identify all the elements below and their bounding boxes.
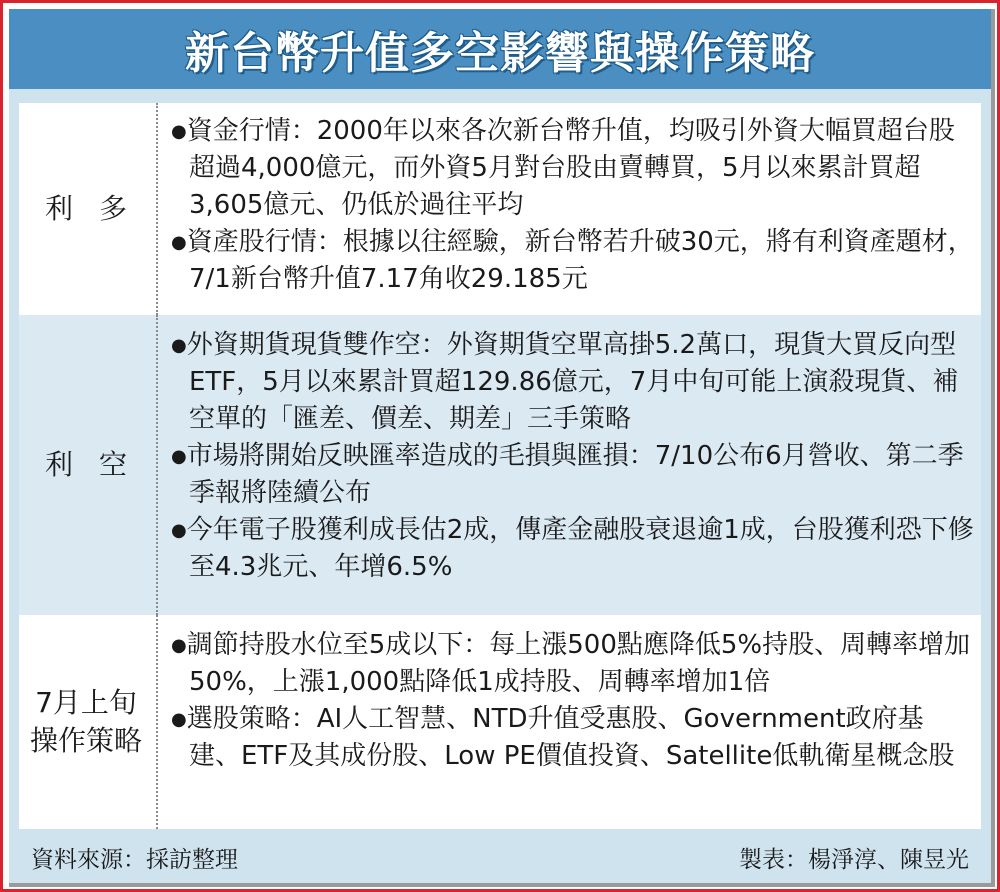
bullet-icon: ● bbox=[171, 232, 187, 253]
list-item bbox=[171, 327, 975, 438]
row-label-strategy bbox=[19, 615, 153, 829]
label-text: 利多 bbox=[44, 192, 153, 225]
page-title: 新台幣升值多空影響與操作策略 bbox=[185, 28, 815, 79]
bullet-text: 今年電子股獲利成長估2成，傳產金融股衰退逾1成，台股獲利恐下修至4.3兆元、年增6.5% bbox=[186, 515, 974, 582]
bullet-text: 外資期貨現貨雙作空：外資期貨空單高掛5.2萬口，現貨大買反向型ETF，5月以來累計買超129.86億元，7月中旬可能上演殺現貨、補空單的「匯差、價差、期差」三手策略 bbox=[186, 330, 959, 434]
list-item bbox=[171, 512, 975, 586]
bullet-icon: ● bbox=[171, 520, 187, 541]
bullet-icon: ● bbox=[171, 121, 187, 142]
infographic-panel bbox=[9, 9, 995, 887]
label-line: 操作策略 bbox=[29, 724, 142, 757]
row-strategy bbox=[19, 615, 981, 829]
label-text: 利空 bbox=[44, 448, 153, 481]
bullet-icon: ● bbox=[171, 635, 187, 656]
row-content-bearish bbox=[171, 327, 975, 586]
row-bullish bbox=[19, 103, 981, 315]
footer bbox=[31, 837, 969, 877]
bullet-text: 選股策略：AI人工智慧、NTD升值受惠股、Government政府基建、ETF及其成份股、Low PE價值投資、Satellite低軌衛星概念股 bbox=[186, 704, 955, 771]
list-item bbox=[171, 438, 975, 512]
list-item bbox=[171, 224, 975, 298]
bullet-icon: ● bbox=[171, 335, 187, 356]
row-bearish bbox=[19, 315, 981, 615]
list-item bbox=[171, 113, 975, 224]
row-label-bullish bbox=[19, 103, 153, 315]
row-divider bbox=[156, 315, 158, 615]
label-line: 7月上旬 bbox=[35, 686, 137, 719]
list-item bbox=[171, 701, 975, 775]
row-divider bbox=[156, 103, 158, 315]
bullet-text: 調節持股水位至5成以下：每上漲500點應降低5%持股、周轉率增加50%，上漲1,000點降低1成持股、周轉率增加1倍 bbox=[186, 630, 971, 697]
row-divider bbox=[156, 615, 158, 829]
row-content-strategy bbox=[171, 627, 975, 775]
bullet-text: 資產股行情：根據以往經驗，新台幣若升破30元，將有利資產題材，7/1新台幣升值7.17角收29.185元 bbox=[186, 227, 974, 294]
row-label-bearish bbox=[19, 315, 153, 615]
list-item bbox=[171, 627, 975, 701]
bullet-icon: ● bbox=[171, 446, 187, 467]
bullet-icon: ● bbox=[171, 709, 187, 730]
row-content-bullish bbox=[171, 113, 975, 298]
source-note: 資料來源：採訪整理 bbox=[31, 846, 238, 873]
label-text bbox=[30, 684, 142, 760]
title-bar bbox=[9, 9, 991, 89]
bullet-text: 資金行情：2000年以來各次新台幣升值，均吸引外資大幅買超台股超過4,000億元，而外資5月對台股由賣轉買，5月以來累計買超3,605億元、仍低於過往平均 bbox=[186, 116, 955, 220]
bullet-text: 市場將開始反映匯率造成的毛損與匯損：7/10公布6月營收、第二季季報將陸續公布 bbox=[186, 441, 964, 508]
credit-note: 製表：楊淨淳、陳昱光 bbox=[739, 846, 969, 873]
